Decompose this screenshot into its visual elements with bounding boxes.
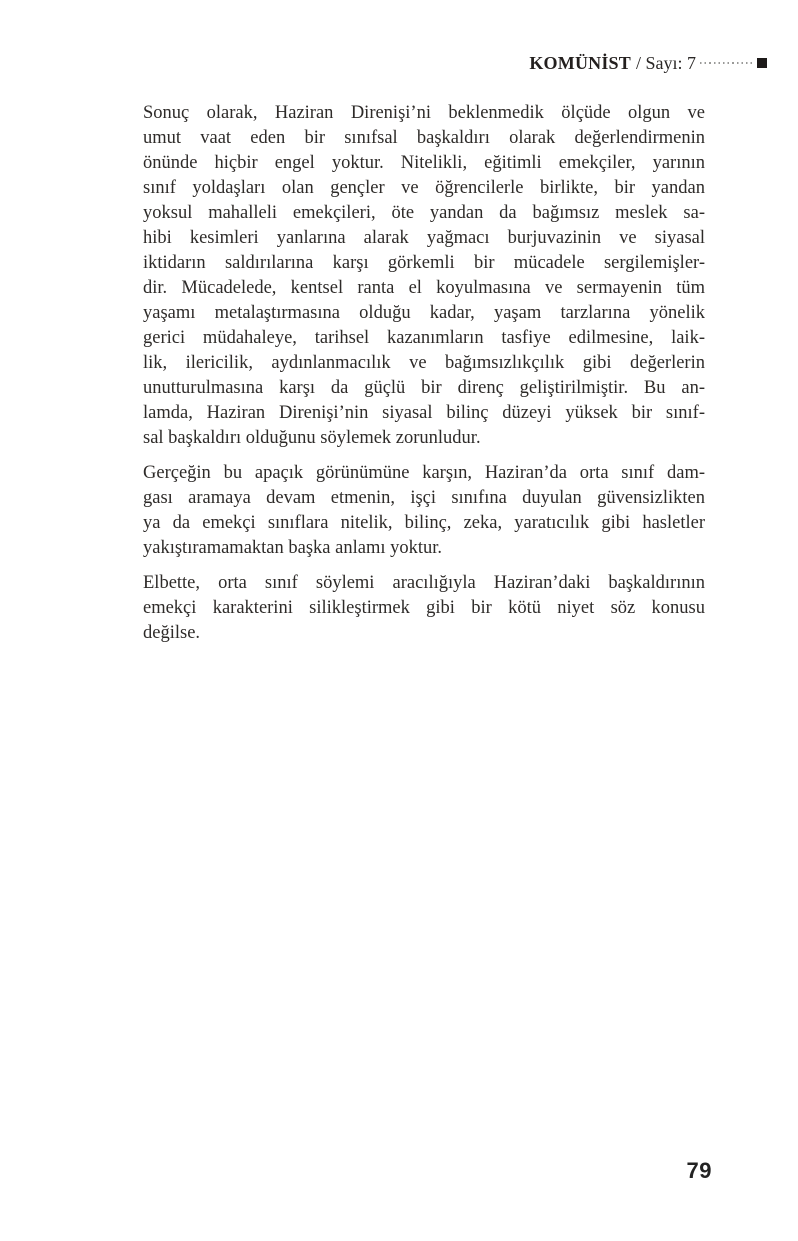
text-line: yoksul mahalleli emekçileri, öte yandan da bağımsız meslek sa- — [143, 203, 705, 223]
text-line: lamda, Haziran Direnişi’nin siyasal bilinç düzeyi yüksek bir sınıf- — [143, 403, 705, 423]
text-line: sal başkaldırı olduğunu söylemek zorunludur. — [143, 428, 481, 448]
text-line: gerici müdahaleye, tarihsel kazanımların tasfiye edilmesine, laik- — [143, 328, 705, 348]
text-line: Elbette, orta sınıf söylemi aracılığıyla Haziran’daki başkaldırının — [143, 573, 705, 593]
text-line: sınıf yoldaşları olan gençler ve öğrencilerle birlikte, bir yandan — [143, 178, 705, 198]
paragraph — [143, 101, 705, 451]
text-line: dir. Mücadelede, kentsel ranta el koyulmasına ve sermayenin tüm — [143, 278, 705, 298]
text-line: iktidarın saldırılarına karşı görkemli bir mücadele sergilemişler- — [143, 253, 705, 273]
text-line: önünde hiçbir engel yoktur. Nitelikli, eğitimli emekçiler, yarının — [143, 153, 705, 173]
text-line: unutturulmasına karşı da güçlü bir direnç geliştirilmiştir. Bu an- — [143, 378, 705, 398]
publication-title: KOMÜNİST — [529, 52, 631, 73]
text-line: hibi kesimleri yanlarına alarak yağmacı burjuvazinin ve siyasal — [143, 228, 705, 248]
text-line: yakıştıramamaktan başka anlamı yoktur. — [143, 538, 442, 558]
page-header — [529, 52, 767, 74]
page-number: 79 — [686, 1158, 712, 1183]
text-line: Sonuç olarak, Haziran Direnişi’ni beklenmedik ölçüde olgun ve — [143, 103, 705, 123]
article-body — [143, 101, 705, 656]
text-line: ya da emekçi sınıflara nitelik, bilinç, zeka, yaratıcılık gibi hasletler — [143, 513, 705, 533]
text-line: gası aramaya devam etmenin, işçi sınıfına duyulan güvensizlikten — [143, 488, 705, 508]
paragraph — [143, 571, 705, 646]
issue-label: / Sayı: 7 — [635, 52, 696, 73]
text-line: değilse. — [143, 623, 201, 643]
text-line: yaşamı metalaştırmasına olduğu kadar, yaşam tarzlarına yönelik — [143, 303, 705, 323]
text-line: lik, ilericilik, aydınlanmacılık ve bağımsızlıkçılık gibi değerlerin — [143, 353, 705, 373]
text-line: Gerçeğin bu apaçık görünümüne karşın, Haziran’da orta sınıf dam- — [143, 463, 705, 483]
square-marker-icon — [757, 58, 767, 68]
text-line: emekçi karakterini silikleştirmek gibi bir kötü niyet söz konusu — [143, 598, 705, 618]
text-line: umut vaat eden bir sınıfsal başkaldırı olarak değerlendirmenin — [143, 128, 705, 148]
dotted-leader — [700, 62, 755, 64]
paragraph — [143, 461, 705, 561]
